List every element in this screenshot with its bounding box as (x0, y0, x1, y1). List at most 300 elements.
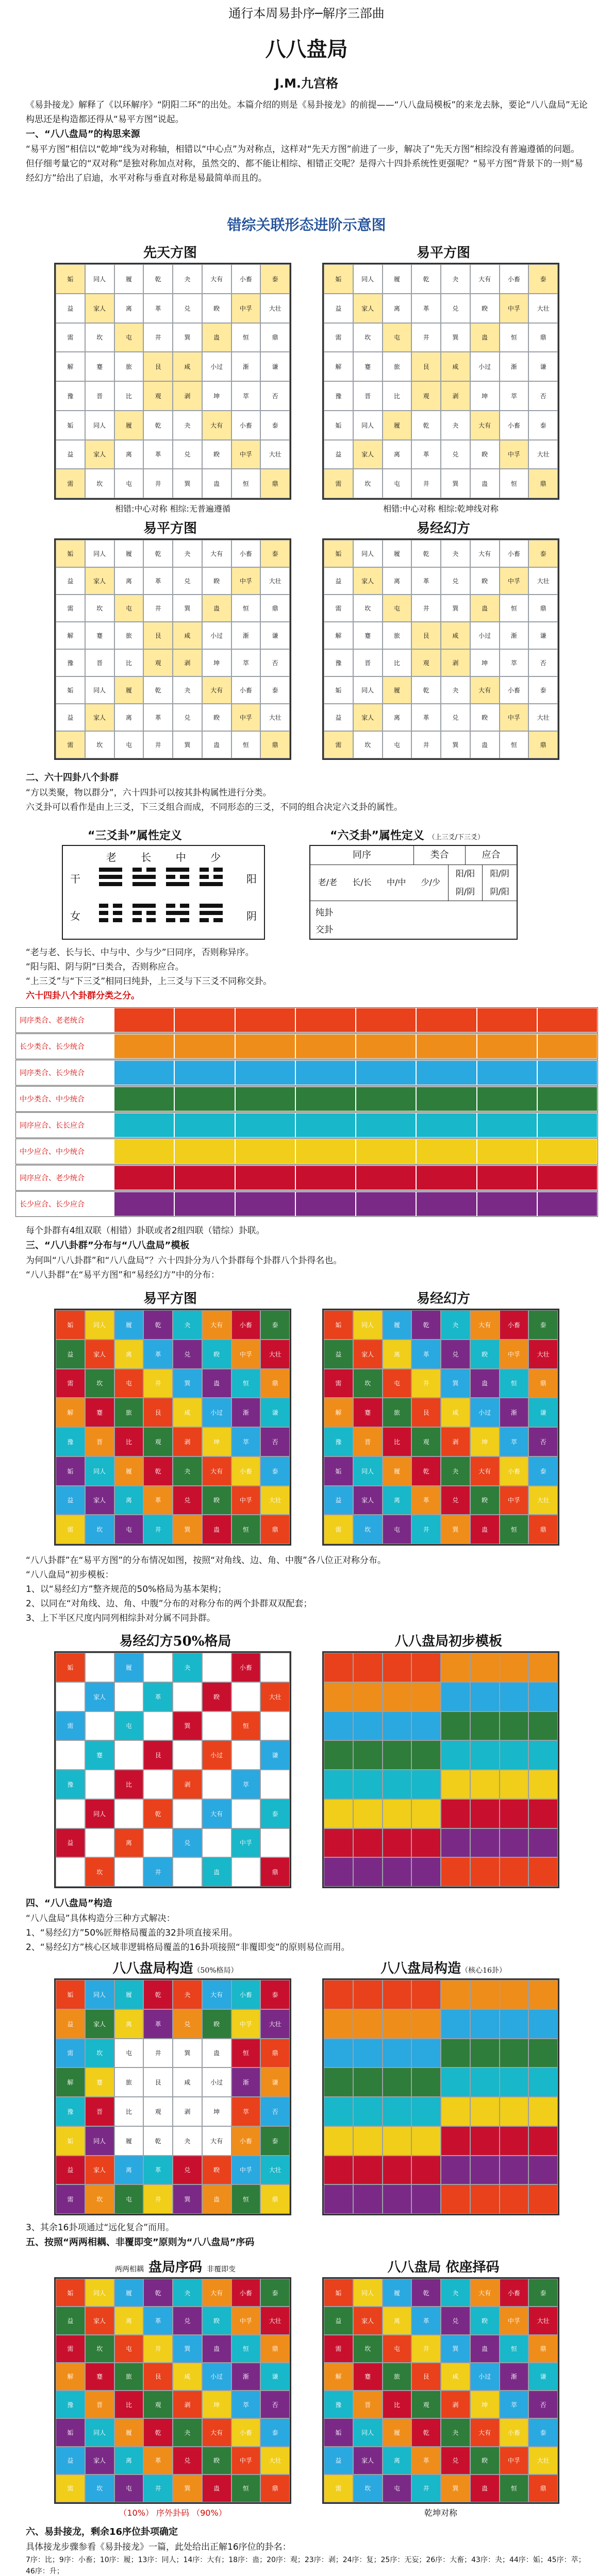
grid-cell: 需 (56, 2475, 85, 2502)
grid-cell: 离 (383, 704, 412, 731)
yao-solid (99, 882, 122, 886)
grid-cell: 观 (143, 2391, 173, 2418)
grid-cell: 小过 (470, 352, 500, 381)
grid-cell: 谦 (260, 1398, 290, 1427)
grid-cell: 需 (56, 2184, 85, 2214)
grid-cell: 渐 (500, 622, 529, 649)
grid-cell: 同人 (85, 1310, 114, 1340)
grid-cell: 恒 (231, 2039, 261, 2068)
grid-cell: 姤 (56, 1456, 85, 1486)
grid-cell: 泰 (260, 1310, 290, 1340)
grid-cell: 泰 (528, 264, 558, 294)
grid-cell: 蛊 (202, 1515, 231, 1544)
grid-cell: 萃 (231, 649, 261, 676)
grid-cell: 观 (411, 2391, 441, 2418)
grid-cell: 蹇 (353, 1398, 383, 1427)
grid-cell: 离 (383, 2447, 412, 2475)
grid-cell: 坤 (470, 2391, 500, 2418)
grid-cell: 同人 (85, 540, 114, 567)
grid-cell: 艮 (143, 1398, 173, 1427)
grid-cell: 观 (411, 1427, 441, 1456)
grid-cell (500, 2097, 529, 2126)
grid-cell (231, 1799, 261, 1828)
grid-cell: 恒 (500, 1515, 529, 1544)
grid-cell: 同人 (85, 2126, 114, 2156)
grid-cell (202, 1828, 231, 1858)
grid-cell (383, 2067, 412, 2097)
grid-cell (500, 1711, 529, 1741)
section-1-title: 一、“八八盘局”的构思来源 (26, 129, 140, 140)
grid-cell: 家人 (85, 440, 114, 469)
grid-cell: 夬 (173, 540, 202, 567)
group-bar (15, 1191, 598, 1217)
grid-cell (114, 1682, 144, 1711)
grid-cell: 坤 (470, 1427, 500, 1456)
grid-cell: 履 (383, 1310, 412, 1340)
panel-title-yipingfang-2: 易平方图 (143, 521, 197, 536)
grid-cell (500, 2039, 529, 2068)
grid-cell: 需 (56, 469, 85, 498)
grid-cell: 大壮 (260, 2307, 290, 2334)
grid-cell: 豫 (56, 381, 85, 411)
grid-cell: 咸 (441, 2363, 470, 2391)
grid-cell: 剥 (441, 649, 470, 676)
grid-cell: 小畜 (231, 411, 261, 440)
grid-cell: 离 (383, 294, 412, 323)
grid-cell: 中孚 (500, 2307, 529, 2334)
grid-cell (411, 1857, 441, 1887)
grid-cell: 同人 (85, 676, 114, 704)
grid-cell: 豫 (56, 1770, 85, 1799)
grid-cell: 履 (114, 2279, 144, 2307)
grid-cell (114, 1740, 144, 1770)
grid-cell: 夬 (173, 676, 202, 704)
grid-cell: 大壮 (528, 704, 558, 731)
grid-cell: 比 (114, 1770, 144, 1799)
section-5-title: 五、按照“两两相耦、非覆即变”原则为“八八盘局”序码 (26, 2237, 255, 2248)
grid-cell: 离 (114, 2156, 144, 2185)
grid-cell: 剥 (173, 2097, 202, 2126)
group-bar (15, 1060, 598, 1086)
grid-cell: 鼎 (528, 469, 558, 498)
grid-cell: 兑 (173, 567, 202, 595)
section-2-rules (26, 945, 588, 1003)
grid-cell: 蛊 (202, 2184, 231, 2214)
grid-cell (470, 1799, 500, 1828)
grid-cell: 同人 (85, 1980, 114, 2009)
section-3-p2: “八八卦群”在“易平方图”和“易经幻方”中的分布： (26, 1270, 220, 1280)
grid-cell: 家人 (85, 2156, 114, 2185)
grid-cell: 大壮 (528, 567, 558, 595)
grid-cell: 晋 (353, 649, 383, 676)
grid-cell: 鼎 (260, 1515, 290, 1544)
intro-paragraph-2: “易平方图”相信以“乾坤”线为对称轴，相错以“中心点”为对称点，这样对“先天方图”前进了一步，解决了“先天方图”相综没有普遍遵循的问题。但仔细考量它的“双对称”是独对称加点对称，虽然交的、都不能让相综、相错正交呢？是得六十四卦系统性更强呢？“易平方图”背景下的一则“易经幻方”给出了启迪，水平对称与垂直对称是易最简单而且的。 (26, 144, 584, 183)
grid-cell: 姤 (56, 264, 85, 294)
grid-cell: 鼎 (260, 1857, 290, 1887)
trigram-col-zhong: 中 (175, 851, 186, 863)
grid-cell: 乾 (411, 676, 441, 704)
grid-cell: 需 (56, 2335, 85, 2363)
grid-cell: 艮 (411, 1398, 441, 1427)
grid-cell: 中孚 (500, 2447, 529, 2475)
grid-cell: 解 (324, 352, 353, 381)
grid-cell: 鼎 (528, 323, 558, 352)
grid-cell: 兑 (173, 1828, 202, 1858)
grid-cell (383, 1653, 412, 1682)
grid-cell (324, 1770, 353, 1799)
grid-cell: 大壮 (260, 2009, 290, 2039)
grid-cell: 泰 (260, 264, 290, 294)
grid-cell: 坎 (85, 1857, 114, 1887)
grid-s4-1 (54, 1978, 291, 2215)
grid-cell: 观 (143, 2097, 173, 2126)
grid-cell: 小过 (202, 1398, 231, 1427)
yao-broken (180, 904, 189, 908)
grid-cell: 鼎 (260, 731, 290, 758)
grid-cell: 离 (114, 440, 144, 469)
grid-cell: 同人 (85, 1456, 114, 1486)
grid-cell: 屯 (383, 731, 412, 758)
section-4-p3: 2、“易经幻方”核心区域非逻辑格局覆盖的16卦项接照“非覆即变”的原则易位而用。 (26, 1942, 350, 1953)
grid-cell: 渐 (231, 622, 261, 649)
grid-cell: 离 (114, 704, 144, 731)
yao-solid (166, 911, 189, 915)
grid-cell: 兑 (441, 294, 470, 323)
group-bars (0, 1007, 613, 1218)
grid-cell: 坎 (85, 2475, 114, 2502)
group-bar-label: 长少类合、长少统合 (16, 1034, 114, 1059)
group-bar-cell (114, 1139, 174, 1164)
grid-cell: 谦 (528, 622, 558, 649)
group-bar-cell (235, 1113, 295, 1138)
grid-cell: 蛊 (202, 2475, 231, 2502)
grid-cell (353, 2126, 383, 2156)
panel-title-s5-2: 八八盘局 依座择码 (387, 2260, 500, 2275)
grid-cell (470, 2156, 500, 2185)
grid-cell: 大有 (202, 2418, 231, 2446)
grid-cell: 豫 (56, 2391, 85, 2418)
section-6-p2: 7序：比；9序：小畜；10序：履；13序：同人；14序：大有；18序：蛊；20序：观；23序：剥；24序：复；25序：无妄；26序：大畜；43序：夬；44序：姤；45序：萃；46序：升； (26, 2556, 586, 2575)
group-bar-cell (416, 1087, 476, 1111)
grid-cell (470, 1740, 500, 1770)
hexagram-cells (310, 865, 517, 901)
grid-cell (441, 1770, 470, 1799)
panel-title-s3-2: 易经幻方 (416, 1291, 470, 1307)
grid-cell: 屯 (383, 1369, 412, 1398)
grid-cell: 小畜 (231, 676, 261, 704)
grid-cell: 谦 (260, 2363, 290, 2391)
grid-cell: 坎 (85, 731, 114, 758)
grid-cell: 兑 (441, 1340, 470, 1369)
grid-cell: 大有 (202, 2279, 231, 2307)
grid-cell (470, 2009, 500, 2039)
grid-cell: 兑 (173, 704, 202, 731)
grid-cell: 否 (528, 2391, 558, 2418)
grid-cell: 兑 (173, 294, 202, 323)
grid-cell: 大有 (470, 540, 500, 567)
grid-cell: 巽 (441, 469, 470, 498)
grid-cell: 家人 (85, 2009, 114, 2039)
grid-cell: 屯 (114, 595, 144, 622)
grid-cell: 小过 (470, 1398, 500, 1427)
grid-cell: 兑 (173, 2307, 202, 2334)
trigram-col-zhang: 长 (141, 851, 152, 863)
grid-cell: 睽 (202, 1340, 231, 1369)
grid-cell: 井 (143, 323, 173, 352)
yao-broken (200, 875, 209, 879)
grid-cell: 离 (114, 294, 144, 323)
grid-cell: 晋 (85, 2097, 114, 2126)
group-bar-cell (114, 1192, 174, 1216)
hex-cross: 交卦 (316, 925, 333, 935)
grid-cell: 比 (114, 381, 144, 411)
group-bar-cell (235, 1008, 295, 1032)
grid-cell: 屯 (114, 1369, 144, 1398)
grid-cell: 益 (324, 1340, 353, 1369)
grid-cell: 恒 (231, 469, 261, 498)
group-bar-label: 同序类合、长少统合 (16, 1060, 114, 1085)
group-bar-cell (295, 1165, 356, 1190)
grid-cell (383, 2039, 412, 2068)
grid-cell: 姤 (324, 1310, 353, 1340)
grid-cell: 益 (324, 1486, 353, 1515)
grid-cell (470, 1711, 500, 1741)
grid-cell: 大有 (202, 1310, 231, 1340)
grid-cell: 睽 (202, 2307, 231, 2334)
grid-cell (383, 1857, 412, 1887)
grid-cell (528, 2039, 558, 2068)
grid-cell: 泰 (260, 676, 290, 704)
grid-cell: 履 (383, 411, 412, 440)
grid-cell: 夬 (441, 411, 470, 440)
grid-cell: 坎 (353, 323, 383, 352)
grid-cell: 恒 (231, 1515, 261, 1544)
section-4-p2: 1、“易经幻方”50%匠辩格局覆盖的32卦项直接采用。 (26, 1928, 238, 1938)
grid-cell: 大壮 (260, 2447, 290, 2475)
yao-broken (146, 911, 156, 915)
grid-cell: 鼎 (260, 469, 290, 498)
group-bar-label: 中少应合、中少统合 (16, 1139, 114, 1164)
grid-cell: 需 (324, 595, 353, 622)
trigram-yang: 阳 (246, 873, 257, 885)
grid-cell: 坎 (353, 2335, 383, 2363)
group-bar-cell (295, 1087, 356, 1111)
grid-cell: 泰 (260, 540, 290, 567)
grid-cell: 夬 (173, 2279, 202, 2307)
grid-cell: 需 (56, 595, 85, 622)
grid-cell: 屯 (114, 323, 144, 352)
grid-cell: 履 (114, 2126, 144, 2156)
grid-cell (353, 1980, 383, 2009)
hex-cell-2: 长/长 (352, 877, 372, 887)
grid-cell (500, 1828, 529, 1858)
grid-cell: 乾 (143, 2279, 173, 2307)
grid-cell (411, 1740, 441, 1770)
hexagram-table (309, 845, 518, 940)
grid-cell: 坎 (85, 2039, 114, 2068)
grid-cell: 鼎 (260, 2475, 290, 2502)
grid-cell: 晋 (85, 649, 114, 676)
grid-cell (411, 1682, 441, 1711)
group-bar-cell (174, 1008, 235, 1032)
grid-cell: 睽 (470, 2307, 500, 2334)
grid-cell: 姤 (324, 1456, 353, 1486)
grid-cell: 旅 (383, 2363, 412, 2391)
grid-cell (353, 1711, 383, 1741)
group-bar-cell (295, 1139, 356, 1164)
yao-broken (113, 918, 122, 922)
grid-cell: 大有 (470, 411, 500, 440)
grid-cell: 革 (411, 2447, 441, 2475)
group-bar (15, 1112, 598, 1138)
grid-cell (383, 1711, 412, 1741)
grid-cell: 蹇 (353, 622, 383, 649)
grid-cell: 巽 (173, 1369, 202, 1398)
grid-cell (353, 1857, 383, 1887)
grid-cell: 剥 (173, 2391, 202, 2418)
grid-cell: 中孚 (231, 1340, 261, 1369)
grid-cell: 姤 (324, 2279, 353, 2307)
grid-xiantian (54, 263, 291, 500)
grid-cell: 姤 (56, 1980, 85, 2009)
grid-cell: 小过 (202, 352, 231, 381)
grid-cell (353, 1653, 383, 1682)
group-bar-cell (114, 1008, 174, 1032)
grid-cell: 蹇 (353, 2363, 383, 2391)
grid-cell: 巽 (173, 595, 202, 622)
grid-cell: 家人 (353, 567, 383, 595)
grid-cell: 小畜 (231, 1310, 261, 1340)
grid-cell: 家人 (353, 1340, 383, 1369)
grid-cell: 屯 (114, 2184, 144, 2214)
grid-cell (324, 2009, 353, 2039)
grid-cell: 同人 (353, 1310, 383, 1340)
grid-cell: 蛊 (470, 469, 500, 498)
grid-cell (411, 2184, 441, 2214)
grid-cell: 泰 (528, 2279, 558, 2307)
grid-cell: 乾 (143, 2418, 173, 2446)
grid-cell (470, 2184, 500, 2214)
group-bar-label: 同序应合、老少统合 (16, 1165, 114, 1190)
grid-cell: 小畜 (500, 411, 529, 440)
grid-cell: 需 (324, 731, 353, 758)
grid-cell: 履 (383, 2279, 412, 2307)
grid-cell (231, 1682, 261, 1711)
grid-cell: 离 (114, 1486, 144, 1515)
hex-head-leihe: 类合 (413, 846, 465, 865)
group-bar-cell (356, 1034, 416, 1059)
grid-cell: 泰 (260, 1456, 290, 1486)
grid-cell: 井 (143, 1515, 173, 1544)
grid-cell: 蛊 (202, 323, 231, 352)
group-bar (15, 1086, 598, 1112)
grid-cell (260, 1770, 290, 1799)
grid-cell: 大壮 (260, 2156, 290, 2185)
group-bar-cell (477, 1165, 537, 1190)
grid-cell: 需 (56, 1711, 85, 1741)
grid-cell: 比 (383, 1427, 412, 1456)
grid-cell: 旅 (114, 2067, 144, 2097)
grid-cell: 泰 (260, 2126, 290, 2156)
grid-cell (411, 1828, 441, 1858)
grid-cell (441, 1653, 470, 1682)
grid-cell (353, 1682, 383, 1711)
grid-cell (114, 1857, 144, 1887)
grid-cell: 夬 (441, 2418, 470, 2446)
grid-cell: 咸 (441, 352, 470, 381)
grid-cell (85, 1653, 114, 1682)
caption-xiantian: 相错:中心对称 相综:无普遍遵循 (115, 504, 230, 514)
grid-cell: 解 (324, 622, 353, 649)
grid-cell (324, 1740, 353, 1770)
grid-cell: 否 (260, 1427, 290, 1456)
grid-cell: 蹇 (85, 1740, 114, 1770)
group-bar-cell (477, 1113, 537, 1138)
grid-cell: 需 (324, 2335, 353, 2363)
grid-cell: 鼎 (528, 731, 558, 758)
grid-cell: 睽 (202, 2447, 231, 2475)
grid-cell: 离 (383, 2307, 412, 2334)
grid-cell (85, 1711, 114, 1741)
grid-cell: 井 (411, 469, 441, 498)
grid-cell: 革 (411, 440, 441, 469)
grid-cell: 大有 (202, 264, 231, 294)
grid-cell: 咸 (173, 2363, 202, 2391)
grid-cell: 屯 (383, 2335, 412, 2363)
grid-cell (470, 1980, 500, 2009)
grid-cell: 恒 (231, 1369, 261, 1398)
yao-broken (146, 868, 156, 872)
grid-cell: 剥 (173, 1770, 202, 1799)
grid-cell: 鼎 (260, 1369, 290, 1398)
group-bar-cell (295, 1113, 356, 1138)
grid-cell: 离 (383, 567, 412, 595)
grid-cell: 乾 (411, 2279, 441, 2307)
grid-cell: 巽 (441, 2335, 470, 2363)
grid-cell: 晋 (85, 2391, 114, 2418)
grid-cell: 中孚 (500, 1340, 529, 1369)
grid-cell: 巽 (441, 2475, 470, 2502)
grid-cell: 萃 (231, 2097, 261, 2126)
grid-cell: 大有 (202, 676, 231, 704)
grid-cell (500, 2184, 529, 2214)
grid-cell (353, 2097, 383, 2126)
grid-cell: 离 (114, 1828, 144, 1858)
grid-cell: 巽 (173, 731, 202, 758)
grid-cell: 泰 (528, 411, 558, 440)
grid-cell (353, 2039, 383, 2068)
yao-broken (213, 875, 223, 879)
grid-cell: 离 (114, 2009, 144, 2039)
grid-cell (260, 1711, 290, 1741)
grid-cell: 鼎 (528, 2335, 558, 2363)
grid-cell (353, 2184, 383, 2214)
grid-s5-1 (54, 2277, 291, 2504)
grid-cell: 蛊 (470, 2335, 500, 2363)
grid-cell: 中孚 (231, 2156, 261, 2185)
grid-cell: 乾 (411, 2418, 441, 2446)
yao-broken (132, 911, 142, 915)
grid-cell: 坎 (85, 1369, 114, 1398)
grid-cell (173, 1740, 202, 1770)
grid-cell: 大壮 (260, 704, 290, 731)
grid-cell: 姤 (56, 540, 85, 567)
grid-cell: 井 (411, 2475, 441, 2502)
grid-cell: 屯 (383, 1515, 412, 1544)
yao-broken (200, 868, 209, 872)
grid-cell: 乾 (143, 540, 173, 567)
grid-cell (143, 1653, 173, 1682)
